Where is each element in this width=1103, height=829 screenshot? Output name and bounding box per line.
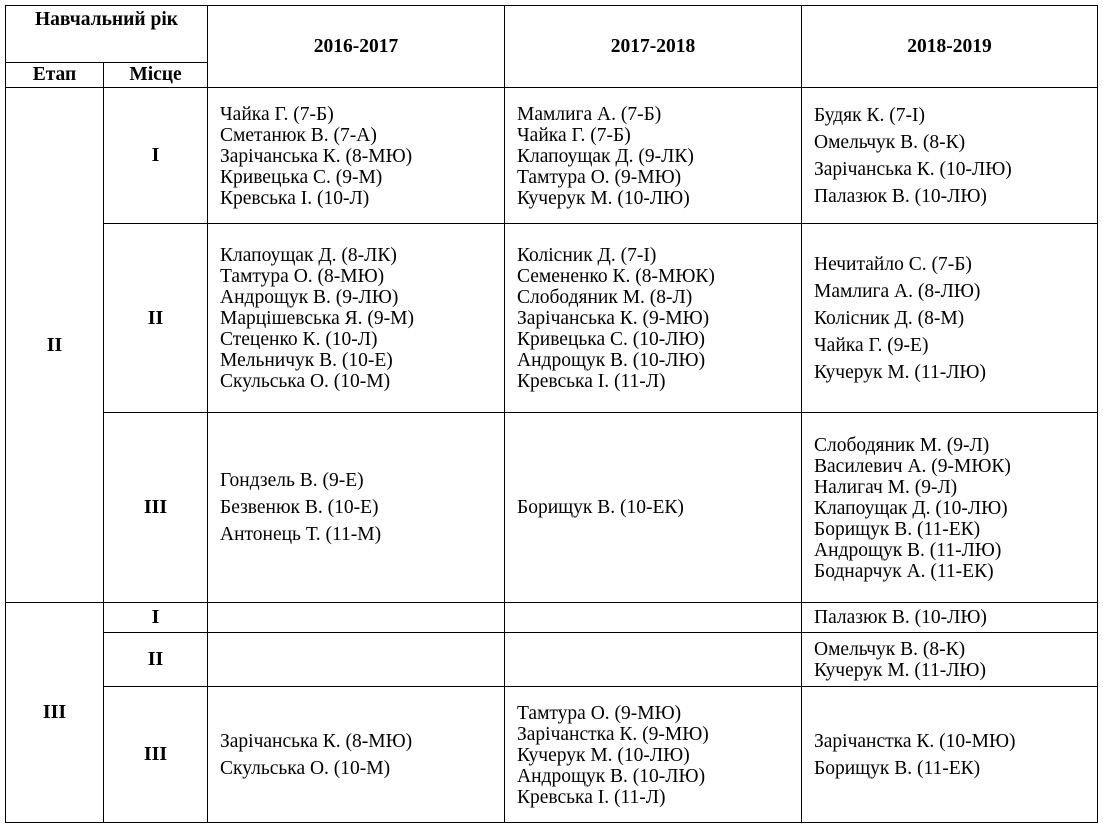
student-entry: Налигач М. (9-Л) [814, 476, 958, 498]
student-entry: Мамлига А. (8-ЛЮ) [814, 280, 981, 302]
student-entry: Мамлига А. (7-Б) [517, 103, 662, 125]
student-entry: Мельничук В. (10-Е) [220, 350, 393, 371]
student-entry: Андрощук В. (9-ЛЮ) [220, 287, 399, 308]
names-cell [802, 413, 1098, 603]
names-cell [208, 687, 505, 823]
place-cell: I [104, 88, 208, 224]
names-cell [802, 603, 1098, 633]
place-cell: II [104, 224, 208, 413]
student-entry: Клапоущак Д. (10-ЛЮ) [814, 497, 1008, 519]
student-entry: Чайка Г. (7-Б) [517, 124, 631, 146]
names-cell [208, 88, 505, 224]
student-entry: Будяк К. (7-І) [814, 104, 925, 126]
student-entry: Василевич А. (9-МЮК) [814, 455, 1011, 477]
student-entry: Тамтура О. (9-МЮ) [517, 166, 682, 188]
place-cell: III [104, 413, 208, 603]
year-header-2018-2019: 2018-2019 [802, 6, 1098, 88]
student-entry: Нечитайло С. (7-Б) [814, 253, 972, 275]
names-cell [505, 88, 802, 224]
student-entry: Зарічанська К. (8-МЮ) [220, 730, 413, 752]
student-entry: Антонець Т. (11-М) [220, 524, 382, 545]
stage-cell-ii: II [6, 88, 104, 603]
names-cell [505, 633, 802, 687]
corner-label: Навчальний рік [35, 9, 178, 30]
student-entry: Скульська О. (10-М) [220, 371, 391, 392]
student-entry: Палазюк В. (10-ЛЮ) [814, 607, 987, 628]
student-entry: Борищук В. (11-ЕК) [814, 518, 981, 540]
student-entry: Зарічанська К. (10-ЛЮ) [814, 158, 1012, 180]
student-entry: Кревська І. (11-Л) [517, 371, 666, 392]
names-cell [505, 603, 802, 633]
student-entry: Слободяник М. (8-Л) [517, 287, 693, 308]
stage-header: Етап [6, 63, 104, 88]
student-entry: Семененко К. (8-МЮК) [517, 266, 715, 287]
student-entry: Безвенюк В. (10-Е) [220, 497, 379, 518]
student-entry: Кучерук М. (11-ЛЮ) [814, 660, 986, 681]
year-header-2016-2017: 2016-2017 [208, 6, 505, 88]
student-entry: Омельчук В. (8-К) [814, 639, 966, 660]
names-cell [505, 413, 802, 603]
student-entry: Кривецька С. (9-М) [220, 166, 383, 188]
names-cell [208, 413, 505, 603]
student-entry: Зарічанстка К. (10-МЮ) [814, 730, 1016, 752]
student-entry: Сметанюк В. (7-А) [220, 124, 377, 146]
student-entry: Тамтура О. (8-МЮ) [220, 266, 385, 287]
student-entry: Кучерук М. (10-ЛЮ) [517, 187, 690, 209]
names-cell [505, 224, 802, 413]
student-entry: Тамтура О. (9-МЮ) [517, 702, 682, 724]
student-entry: Клапоущак Д. (9-ЛК) [517, 145, 694, 167]
names-cell [505, 687, 802, 823]
corner-header [6, 6, 208, 63]
year-header-2017-2018: 2017-2018 [505, 6, 802, 88]
student-entry: Слободяник М. (9-Л) [814, 434, 990, 456]
student-entry: Борищук В. (11-ЕК) [814, 757, 981, 779]
student-entry: Гондзель В. (9-Е) [220, 470, 364, 491]
student-entry: Чайка Г. (7-Б) [220, 103, 334, 125]
student-entry: Кучерук М. (11-ЛЮ) [814, 361, 986, 383]
names-cell [208, 224, 505, 413]
student-entry: Колісник Д. (8-М) [814, 307, 965, 329]
student-entry: Андрощук В. (10-ЛЮ) [517, 765, 706, 787]
student-entry: Клапоущак Д. (8-ЛК) [220, 245, 397, 266]
stage-cell-iii: III [6, 603, 104, 823]
student-entry: Палазюк В. (10-ЛЮ) [814, 185, 987, 207]
student-entry: Кривецька С. (10-ЛЮ) [517, 329, 705, 350]
student-entry: Боднарчук А. (11-ЕК) [814, 560, 994, 582]
names-cell [802, 88, 1098, 224]
names-cell [208, 633, 505, 687]
student-entry: Зарічанська К. (8-МЮ) [220, 145, 413, 167]
place-header: Місце [104, 63, 208, 88]
student-entry: Марцішевська Я. (9-М) [220, 308, 414, 329]
student-entry: Андрощук В. (11-ЛЮ) [814, 539, 1002, 561]
student-entry: Кучерук М. (10-ЛЮ) [517, 744, 690, 766]
place-cell: II [104, 633, 208, 687]
student-entry: Чайка Г. (9-Е) [814, 334, 929, 356]
olympiad-results-table [5, 5, 1098, 823]
student-entry: Зарічанська К. (9-МЮ) [517, 308, 710, 329]
student-entry: Кревська І. (11-Л) [517, 786, 666, 808]
student-entry: Кревська І. (10-Л) [220, 187, 370, 209]
student-entry: Борищук В. (10-ЕК) [517, 497, 684, 518]
names-cell [802, 633, 1098, 687]
names-cell [802, 687, 1098, 823]
student-entry: Андрощук В. (10-ЛЮ) [517, 350, 706, 371]
names-cell [802, 224, 1098, 413]
student-entry: Зарічанстка К. (9-МЮ) [517, 723, 709, 745]
student-entry: Скульська О. (10-М) [220, 757, 391, 779]
student-entry: Стеценко К. (10-Л) [220, 329, 378, 350]
student-entry: Омельчук В. (8-К) [814, 131, 966, 153]
place-cell: I [104, 603, 208, 633]
place-cell: III [104, 687, 208, 823]
names-cell [208, 603, 505, 633]
student-entry: Колісник Д. (7-І) [517, 245, 657, 266]
